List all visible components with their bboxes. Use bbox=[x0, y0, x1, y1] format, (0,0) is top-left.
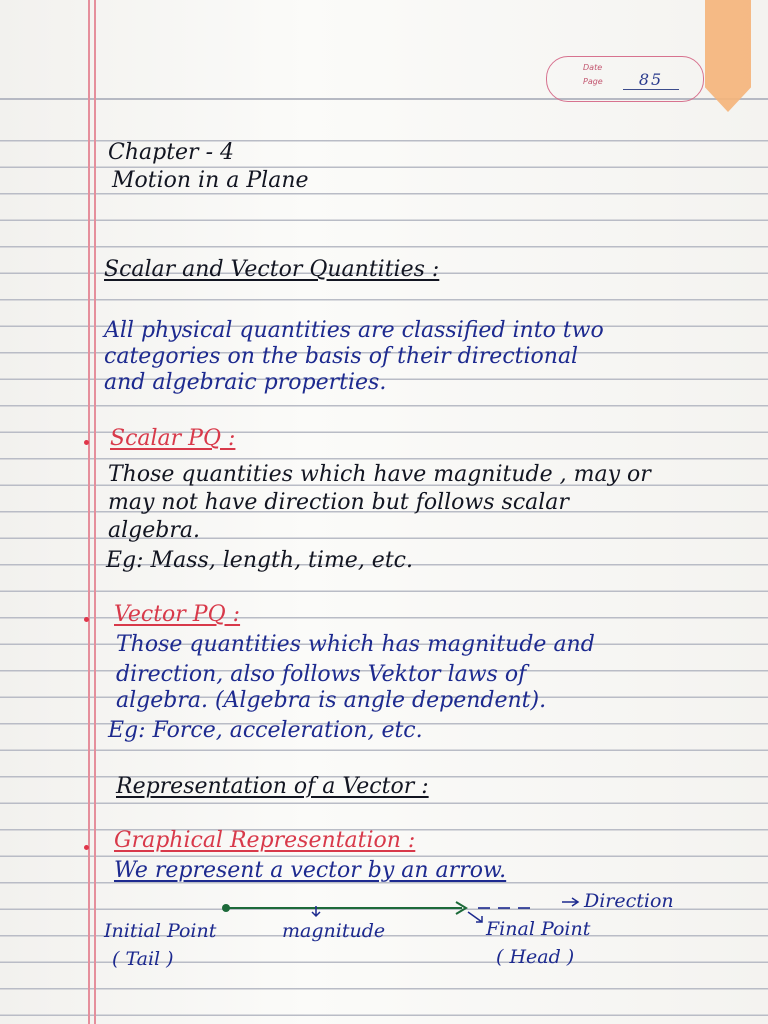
section-heading: Scalar and Vector Quantities : bbox=[104, 257, 440, 282]
vector-line: direction, also follows Vektor laws of bbox=[116, 662, 527, 687]
date-label: Date bbox=[583, 63, 603, 72]
direction-label: Direction bbox=[584, 890, 674, 912]
final-point-pointer bbox=[468, 912, 482, 922]
chapter-title: Chapter - 4 bbox=[108, 140, 234, 165]
vector-example: Eg: Force, acceleration, etc. bbox=[108, 718, 423, 743]
vector-heading: Vector PQ : bbox=[114, 602, 241, 627]
intro-line: and algebraic properties. bbox=[104, 370, 387, 395]
page-label: Page bbox=[583, 77, 603, 86]
margin-line bbox=[94, 0, 96, 1024]
vector-line: algebra. (Algebra is angle dependent). bbox=[116, 688, 547, 713]
representation-heading: Representation of a Vector : bbox=[116, 774, 429, 799]
vector-line: Those quantities which has magnitude and bbox=[116, 632, 595, 657]
magnitude-label: magnitude bbox=[282, 920, 386, 942]
tail-point bbox=[222, 904, 230, 912]
tail-label: ( Tail ) bbox=[112, 948, 174, 970]
scalar-line: Those quantities which have magnitude , may or bbox=[108, 462, 651, 487]
intro-line: categories on the basis of their directional bbox=[104, 344, 579, 369]
head-label: ( Head ) bbox=[496, 946, 575, 968]
chapter-subtitle: Motion in a Plane bbox=[112, 168, 309, 193]
scalar-heading: Scalar PQ : bbox=[110, 426, 236, 451]
bullet bbox=[84, 845, 89, 850]
initial-point-label: Initial Point bbox=[104, 920, 217, 942]
margin-line bbox=[88, 0, 90, 1024]
scalar-line: algebra. bbox=[108, 518, 200, 543]
direction-pointer bbox=[562, 898, 578, 906]
scalar-example: Eg: Mass, length, time, etc. bbox=[106, 548, 413, 573]
bullet bbox=[84, 617, 89, 622]
bookmark-tab bbox=[705, 0, 751, 112]
graphical-text: We represent a vector by an arrow. bbox=[114, 858, 507, 883]
intro-line: All physical quantities are classified into two bbox=[104, 318, 604, 343]
page-number: 85 bbox=[623, 71, 679, 90]
date-page-stamp bbox=[546, 56, 704, 102]
bullet bbox=[84, 440, 89, 445]
scalar-line: may not have direction but follows scalar bbox=[108, 490, 569, 515]
graphical-heading: Graphical Representation : bbox=[114, 828, 416, 853]
final-point-label: Final Point bbox=[486, 918, 591, 940]
